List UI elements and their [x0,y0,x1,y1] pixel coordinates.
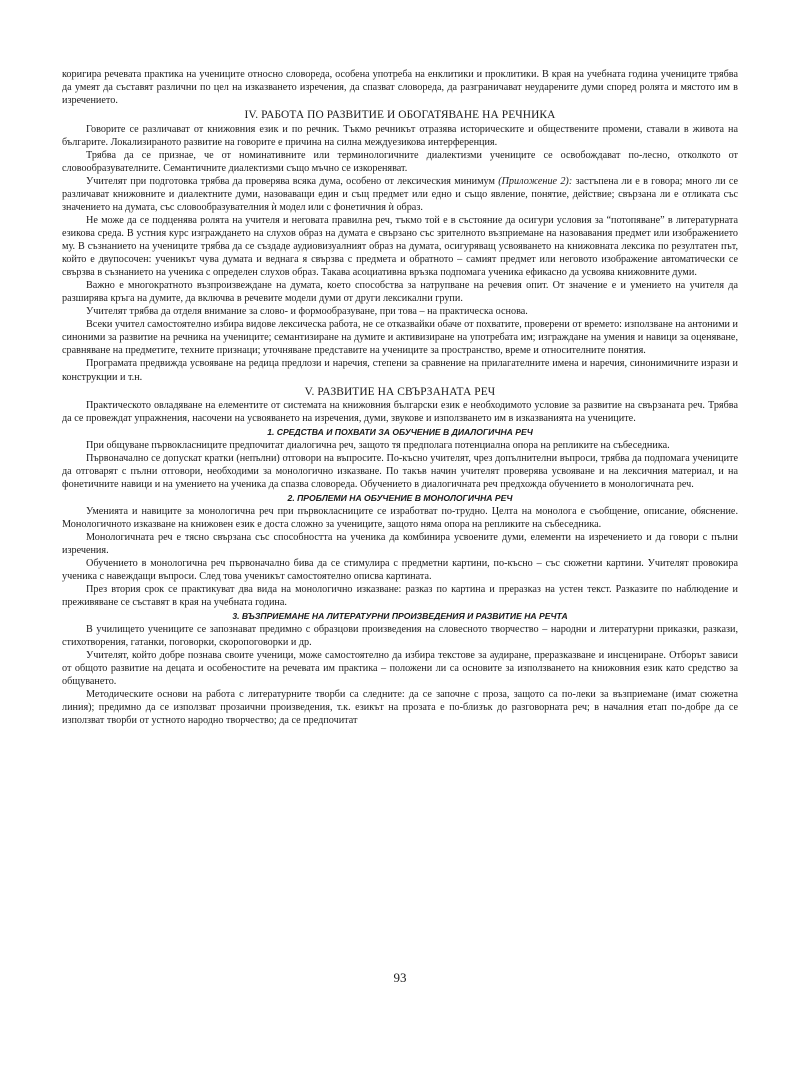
section-4-paragraph-2: Трябва да се признае, че от номинативните или терминологичните диалектизми учениците се освобождават по-лесно, отколкото от словообразувателните. Семантичните диалектизми също мъчно се изкореняват. [62,149,738,174]
subsection-1-paragraph-2: Първоначално се допускат кратки (непълни) отговори на въпросите. По-късно учителят, чрез допълнителни въпроси, трябва да подпомага учениците да отговарят с пълни отговори, необходими за монологично изказване. По такъв начин учителят проверява усвояване и на лексичния материал, и на фонетичните навици и на умението на ученика да спазва словореда. Обучението в диалогичната реч предхожда обучението в монологичната реч. [62,452,738,490]
subsection-3-paragraph-2: Учителят, който добре познава своите ученици, може самостоятелно да избира текстове за аудиране, преразказване и инсцениране. Отборът зависи от общото развитие на децата и особеностите на речевата им практика – положени ли са основите за използването на книжовния език като средство за общуването. [62,649,738,687]
subsection-1-heading: 1. СРЕДСТВА И ПОХВАТИ ЗА ОБУЧЕНИЕ В ДИАЛОГИЧНА РЕЧ [267,427,533,438]
subsection-1-paragraph-1: При общуване първокласниците предпочитат диалогична реч, защото тя предполага потенциална опора на репликите на събеседника. [86,439,670,451]
section-4-paragraph-1: Говорите се различават от книжовния език и по речник. Тъкмо речникът отразява историческите и обществените промени, ставали в живота на българите. Локализираното развитие на говорите е причина на силна междуезикова интерференция. [62,123,738,148]
subsection-2-paragraph-2: Монологичната реч е тясно свързана със способността на ученика да комбинира усвоените думи, елементи на изречението и да говори с пълни изречения. [62,531,738,556]
subsection-3-heading: 3. ВЪЗПРИЕМАНЕ НА ЛИТЕРАТУРНИ ПРОИЗВЕДЕНИЯ И РАЗВИТИЕ НА РЕЧТА [232,610,568,621]
subsection-2-paragraph-3: Обучението в монологична реч първоначално бива да се стимулира с предметни картини, по-късно – със сюжетни картини. Учителят провокира ученика с навеждащи въпроси. След това ученикът самостоятелно описва картината. [62,557,738,582]
section-4-paragraph-5: Важно е многократното възпроизвеждане на думата, което способства за натрупване на речевия опит. От значение е и умението на учителя да разширява кръга на думите, да включва в речевите модели думи от други лексикални групи. [62,280,738,305]
subsection-3-paragraph-1: В училището учениците се запознават предимно с образцови произведения на словесното творчество – народни и литературни приказки, разкази, стихотворения, гатанки, поговорки, скоропоговорки и др. [62,623,738,648]
subsection-2-paragraph-1: Уменията и навиците за монологична реч при първокласниците се изработват по-трудно. Целта на монолога е съобщение, описание, обяснение. Монологичното изказване на книжовен език е доста сложно за учениците, защото няма опора на репликите на събеседника. [62,505,738,530]
section-4-paragraph-3-end: застъпена ли е в говора; много ли се различават книжовните и диалектните думи, назоваващи един и същ предмет или едно и също явление, понятие, действие; свързана ли е отликата със значението на думата, със словообразувателния ѝ модел или с фонетичния ѝ образ. [62,175,738,213]
page-number: 93 [393,970,407,985]
subsection-2-heading: 2. ПРОБЛЕМИ НА ОБУЧЕНИЕ В МОНОЛОГИЧНА РЕЧ [287,492,513,503]
section-4-paragraph-7: Всеки учител самостоятелно избира видове лексическа работа, не се отказвайки обаче от похватите, проверени от времето: използване на антоними и синоними за развитие на речника на учениците; семантизиране на думите и активизиране на употребата им; изграждане на умения и навици за оценяване, сравняване на предметите, техните признаци; уточняване представите на учениците за пространство, време и относителните понятия. [62,319,738,357]
section-4-paragraph-3 [62,175,738,214]
section-5-heading: V. РАЗВИТИЕ НА СВЪРЗАНАТА РЕЧ [304,385,496,398]
subsection-3-paragraph-3: Методическите основи на работа с литературните творби са следните: да се започне с проза, защото са по-леки за възприемане (имат сюжетна линия); предимно да се използват прозаични произведения, т.к. езикът на прозата е по-близък до разговорната реч; в началния етап по-добре да се използват творби от устното народно творчество; да се предпочитат [62,688,738,726]
appendix-reference: (Приложение 2): [498,175,573,187]
section-4-paragraph-8: Програмата предвижда усвояване на редица предлози и наречия, степени за сравнение на прилагателните имена и наречия, синонимичните изрази и конструкции и т.н. [62,358,738,383]
section-4-heading: IV. РАБОТА ПО РАЗВИТИЕ И ОБОГАТЯВАНЕ НА РЕЧНИКА [244,109,556,122]
section-5-paragraph-1: Практическото овладяване на елементите от системата на книжовния български език е необходимото условие за развитие на свързаната реч. Трябва да се провеждат упражнения, насочени на усвояването на изречения, думи, звукове и използването им в изказванията на учениците. [62,400,738,425]
subsection-2-paragraph-4: През втория срок се практикуват два вида на монологично изказване: разказ по картина и преразказ на устен текст. Разказите по наблюдение и преживяване се съставят в края на учебната година. [62,583,738,608]
section-4-paragraph-6: Учителят трябва да отделя внимание за слово- и формообразуване, при това – на практическа основа. [86,306,528,318]
section-4-paragraph-4: Не може да се подценява ролята на учителя и неговата правилна реч, тъкмо той е в състояние да осигури условия за “потопяване” в литературната езикова среда. В устния курс изграждането на слухов образ на думата е свързано със зрителното възприемане на назовавания предмет или изображението му. В съзнанието на учениците трябва да се създаде аудиовизуалният образ на думата, осигуряващ усвояването на книжовната лексика по резултатен път, който е двупосочен: ученикът чува думата и веднага я свързва с предмета и обратното – самият предмет или неговото изображение автоматически се свързва в съзнанието на ученика с определен слухов образ. Такава асоциативна връзка подпомага ученика ефикасно да усвоява книжовните думи. [62,214,738,279]
document-page [62,68,738,727]
intro-paragraph: коригира речевата практика на учениците относно словореда, особена употреба на енклитики и проклитики. В края на учебната година учениците трябва да умеят да съставят различни по цел на изказването изречения, да спазват словореда, да разграничават неударените думи според ролята и мястото им в изречението. [62,69,738,107]
section-4-paragraph-3-start: Учителят при подготовка трябва да проверява всяка дума, особено от лексическия минимум [86,175,499,187]
